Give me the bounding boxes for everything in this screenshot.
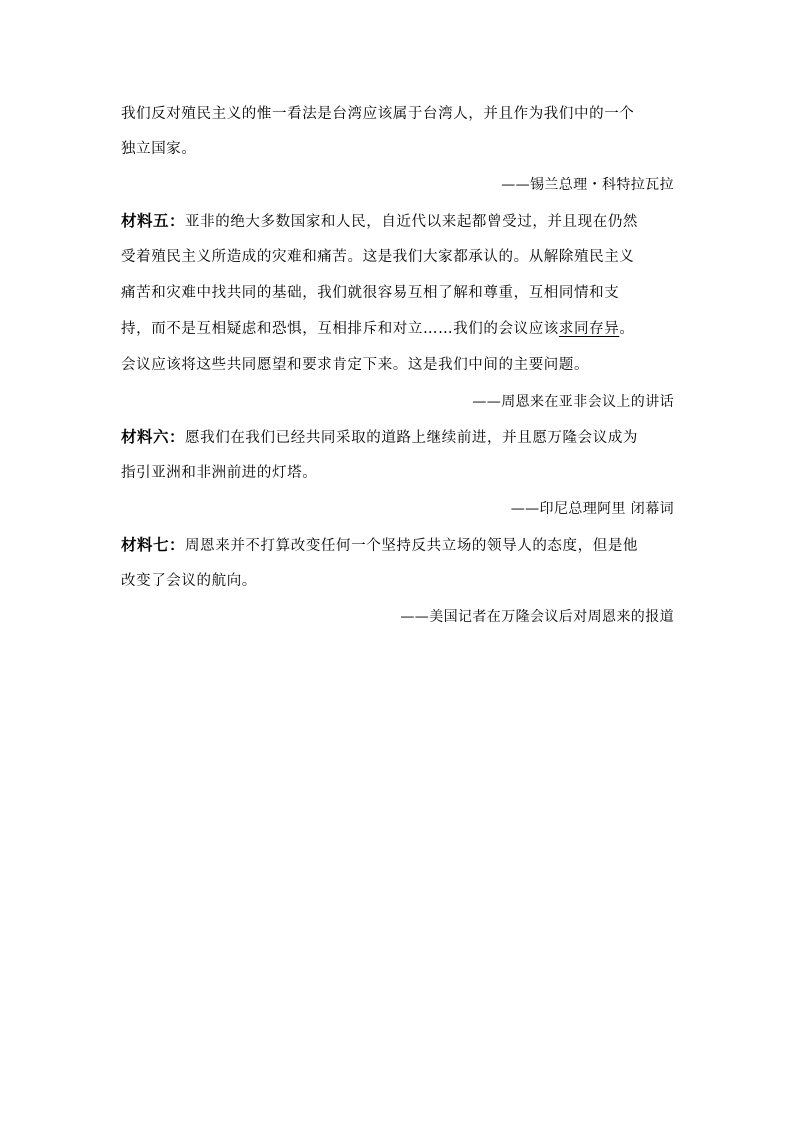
material5-line1-text: 亚非的绝大多数国家和人民，自近代以来起都曾受过，并且现在仍然 — [185, 214, 639, 230]
material4-attribution: ——锡兰总理・科特拉瓦拉 — [501, 177, 674, 193]
material5-attribution: ——周恩来在亚非会议上的讲话 — [472, 394, 674, 410]
material6-line2: 指引亚洲和非洲前进的灯塔。 — [121, 465, 318, 481]
material5-line5: 会议应该将这些共同愿望和要求肯定下来。这是我们中间的主要问题。 — [121, 357, 590, 373]
material5-underlined-phrase: 求同存异 — [558, 321, 620, 337]
material6-attribution: ——印尼总理阿里 闭幕词 — [510, 501, 674, 517]
material5-line1 — [121, 211, 681, 232]
material7-attribution: ——美国记者在万隆会议后对周恩来的报道 — [400, 609, 674, 625]
material5-line4-pre: 持，而不是互相疑虑和恐惧，互相排斥和对立……我们的会议应该 — [121, 321, 559, 337]
material7-line1 — [121, 535, 681, 556]
material6-line1-text: 愿我们在我们已经共同采取的道路上继续前进，并且愿万隆会议成为 — [185, 430, 639, 446]
material5-line4 — [121, 319, 681, 339]
material5-label: 材料五： — [121, 212, 186, 230]
material4-line1: 我们反对殖民主义的惟一看法是台湾应该属于台湾人，并且作为我们中的一个 — [121, 106, 635, 122]
material5-line3: 痛苦和灾难中找共同的基础，我们就很容易互相了解和尊重，互相同情和支 — [121, 285, 620, 301]
material5-line2: 受着殖民主义所造成的灾难和痛苦。这是我们大家都承认的。从解除殖民主义 — [121, 249, 635, 265]
material4-line2: 独立国家。 — [121, 141, 197, 157]
material6-line1 — [121, 427, 681, 448]
material6-label: 材料六： — [121, 428, 186, 446]
material5-line4-post: 。 — [619, 321, 635, 337]
material7-line2: 改变了会议的航向。 — [121, 573, 257, 589]
material7-line1-text: 周恩来并不打算改变任何一个坚持反共立场的领导人的态度，但是他 — [185, 538, 639, 554]
material7-label: 材料七： — [121, 536, 186, 554]
